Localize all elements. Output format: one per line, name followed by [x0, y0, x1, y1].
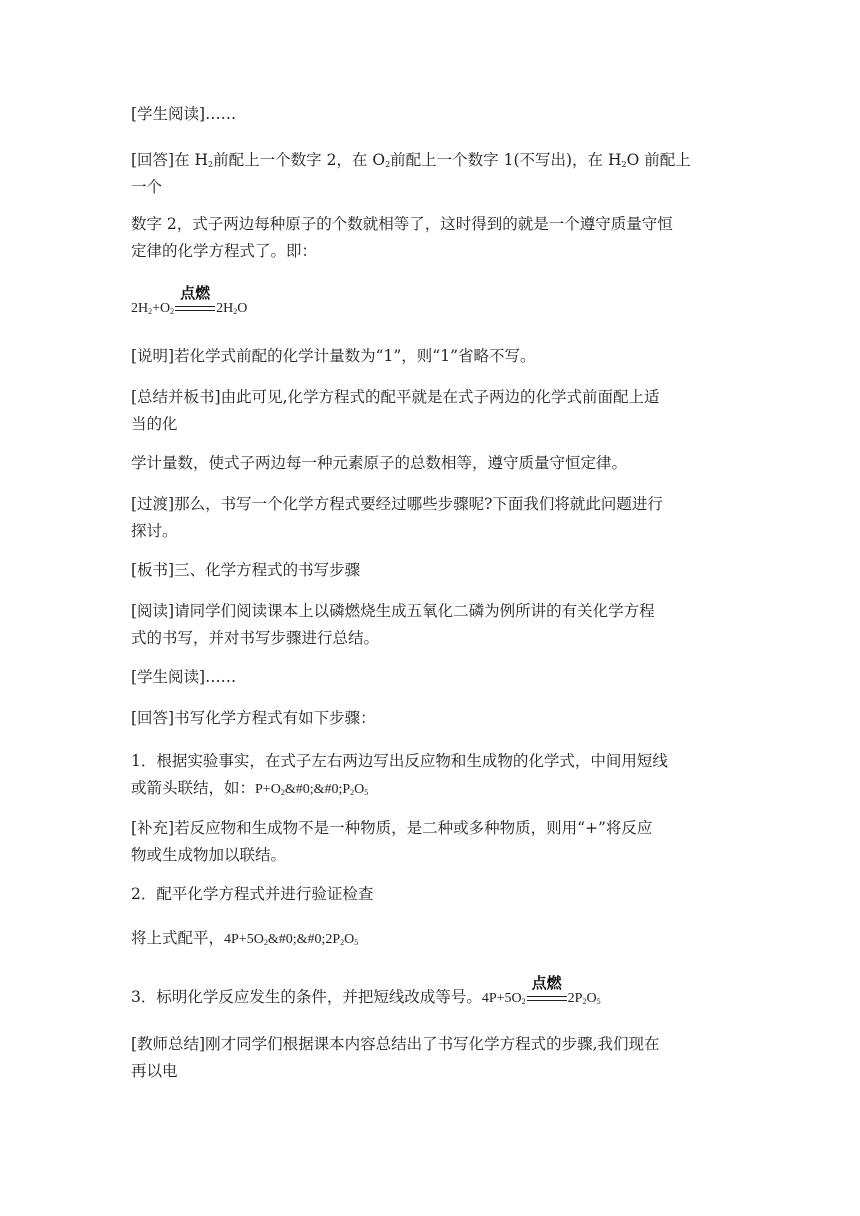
subscript: 2 — [208, 160, 214, 169]
para-explanation: [说明]若化学式前配的化学计量数为“1”，则“1”省略不写。 — [131, 347, 536, 365]
para-step-3 — [131, 973, 741, 1012]
text: 式的书写，并对书写步骤进行总结。 — [131, 629, 380, 647]
formula-text: 2H — [131, 301, 149, 316]
subscript: 5 — [364, 788, 369, 797]
equals-bar — [527, 996, 567, 998]
subscript: 5 — [354, 938, 359, 947]
para-teacher-summary — [131, 1031, 741, 1085]
text: 3．标明化学反应发生的条件，并把短线改成等号。 — [131, 988, 482, 1006]
subscript: 2 — [233, 307, 238, 316]
para-balanced — [131, 925, 741, 953]
text: 一个 — [131, 178, 163, 196]
subscript: 2 — [170, 307, 175, 316]
text: 数字 2，式子两边每种原子的个数就相等了，这时得到的就是一个遵守质量守恒 — [131, 215, 673, 233]
text: 前配上一个数字 2，在 O — [213, 151, 386, 169]
para-answer-balancing — [131, 147, 741, 201]
subscript: 2 — [340, 938, 345, 947]
text: 前配上一个数字 1(不写出)，在 H — [390, 151, 622, 169]
para-stoichiometric: 学计量数，使式子两边每一种元素原子的总数相等，遵守质量守恒定律。 — [131, 454, 628, 472]
para-answer-steps: [回答]书写化学方程式有如下步骤： — [131, 709, 376, 727]
text: [教师总结]刚才同学们根据课本内容总结出了书写化学方程式的步骤,我们现在 — [131, 1035, 660, 1053]
condition-label: 点燃 — [531, 973, 562, 992]
para-step-1 — [131, 748, 741, 803]
text: 物或生成物加以联结。 — [131, 846, 287, 864]
text: [回答]在 H — [131, 151, 209, 169]
formula-text: O — [237, 301, 248, 316]
formula-text: O — [586, 991, 597, 1006]
equals-bar — [175, 310, 215, 312]
reaction-condition — [527, 973, 567, 1006]
subscript: 2 — [280, 788, 285, 797]
subscript: 2 — [350, 788, 355, 797]
text: 将上式配平， — [131, 929, 225, 947]
formula-text: 2P — [567, 991, 583, 1006]
text: [补充]若反应物和生成物不是一种物质，是二种或多种物质，则用“+”将反应 — [131, 819, 653, 837]
equals-bar — [175, 306, 215, 308]
formula-text: O — [354, 782, 365, 797]
subscript: 2 — [263, 938, 268, 947]
para-summary — [131, 384, 741, 438]
formula-text: +O — [152, 301, 171, 316]
equals-bar — [527, 1000, 567, 1002]
para-student-reading-2: [学生阅读]…… — [131, 668, 237, 686]
para-supplement — [131, 815, 741, 869]
text: 或箭头联结，如： — [131, 779, 256, 797]
para-number-two — [131, 211, 741, 265]
condition-label: 点燃 — [180, 283, 211, 302]
text: 再以电 — [131, 1062, 178, 1080]
text: [总结并板书]由此可见,化学方程式的配平就是在式子两边的化学式前面配上适 — [131, 388, 660, 406]
subscript: 2 — [521, 997, 526, 1006]
para-board-heading: [板书]三、化学方程式的书写步骤 — [131, 561, 361, 579]
formula — [255, 782, 368, 797]
formula-text: &#0;&#0;2P — [267, 932, 341, 947]
formula-text: P+O — [255, 782, 281, 797]
formula-text: 4P+5O — [481, 991, 522, 1006]
para-student-reading-1: [学生阅读]…… — [131, 105, 237, 123]
formula — [481, 973, 601, 1006]
para-reading — [131, 598, 741, 652]
text: [阅读]请同学们阅读课本上以磷燃烧生成五氧化二磷为例所讲的有关化学方程 — [131, 602, 655, 620]
formula-text: 4P+5O — [224, 932, 264, 947]
formula-text: 2H — [216, 301, 234, 316]
para-transition — [131, 491, 741, 545]
text: 1．根据实验事实，在式子左右两边写出反应物和生成物的化学式，中间用短线 — [131, 752, 668, 770]
text: 探讨。 — [131, 522, 178, 540]
subscript: 2 — [621, 160, 627, 169]
text: O 前配上 — [626, 151, 691, 169]
text: 定律的化学方程式了。即： — [131, 242, 318, 260]
text: 当的化 — [131, 415, 178, 433]
subscript: 2 — [385, 160, 391, 169]
equation-water — [131, 283, 741, 322]
formula-text: O — [344, 932, 355, 947]
text: [过渡]那么，书写一个化学方程式要经过哪些步骤呢?下面我们将就此问题进行 — [131, 495, 663, 513]
subscript: 5 — [596, 997, 601, 1006]
reaction-condition — [175, 283, 215, 316]
para-step-2: 2．配平化学方程式并进行验证检查 — [131, 885, 374, 903]
subscript: 2 — [582, 997, 587, 1006]
subscript: 2 — [148, 307, 153, 316]
formula — [224, 932, 358, 947]
formula-text: &#0;&#0;P — [284, 782, 351, 797]
